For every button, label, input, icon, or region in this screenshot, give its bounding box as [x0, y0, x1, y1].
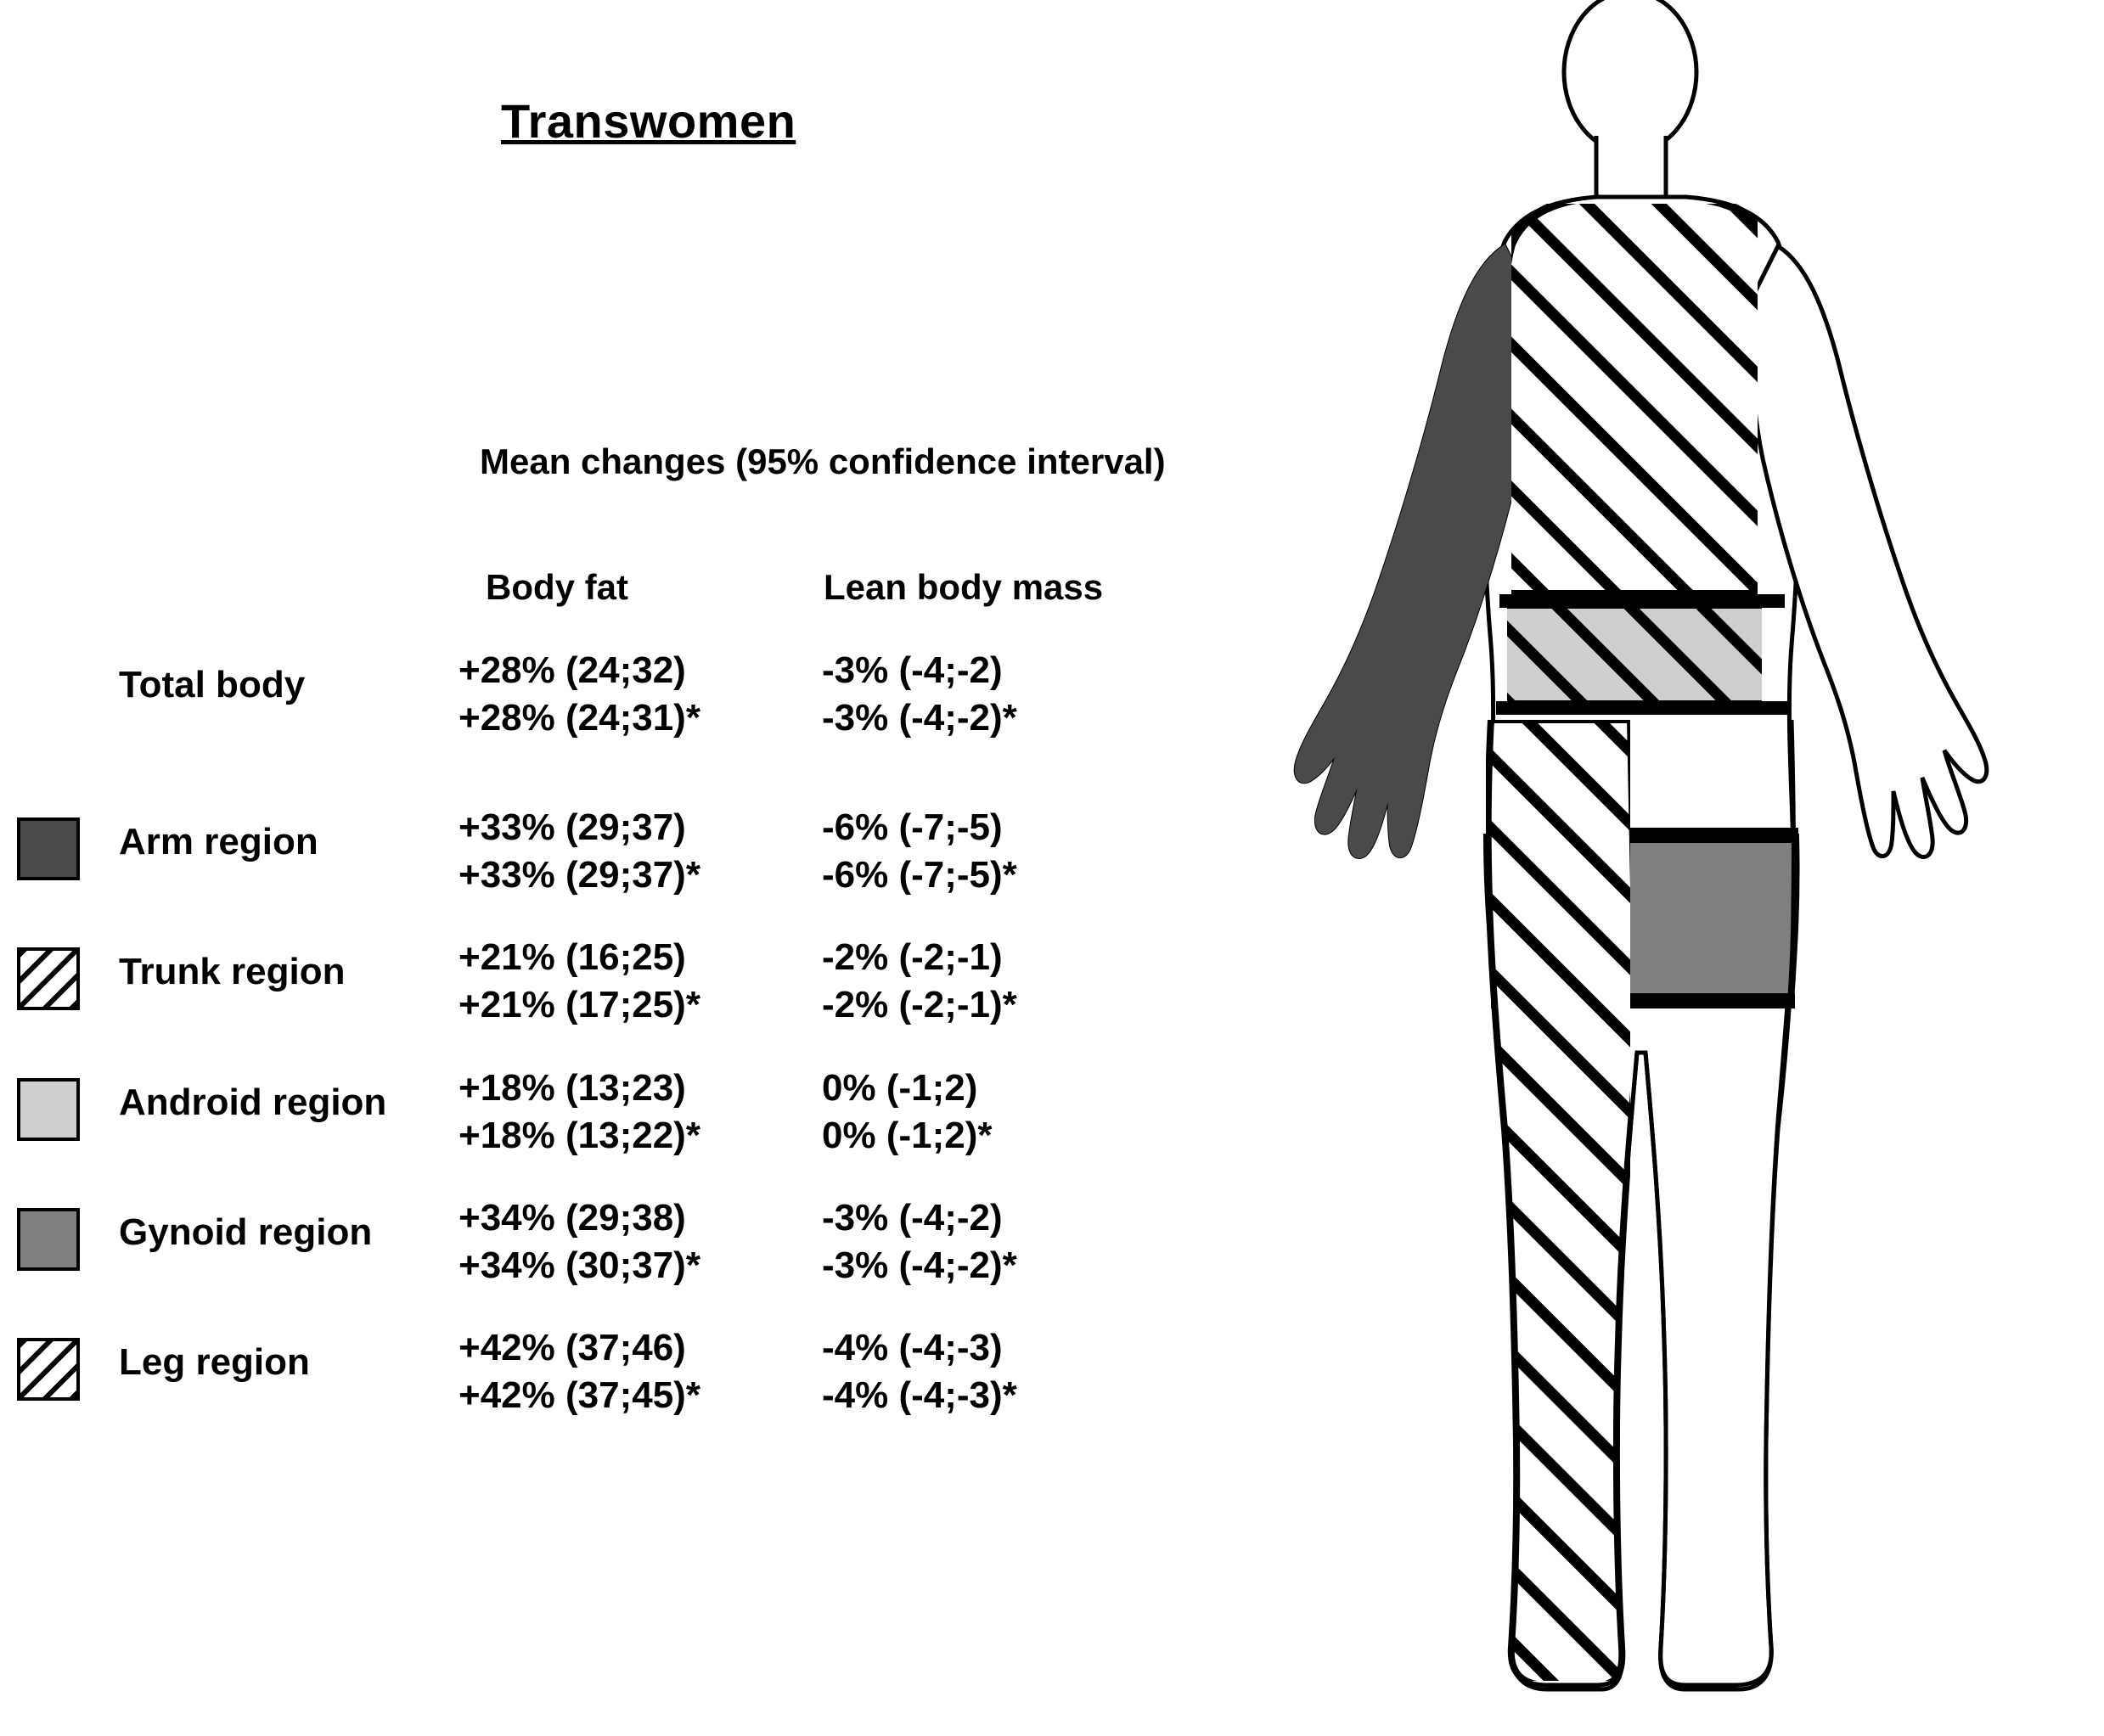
row-value-total-body-lean — [822, 647, 1017, 743]
value-line-1: 0% (-1;2) — [822, 1067, 978, 1109]
head-outline — [1564, 0, 1696, 153]
value-line-2: -6% (-7;-5)* — [822, 854, 1017, 896]
row-value-gynoid-region-fat — [458, 1194, 700, 1290]
android-upper-divider — [1499, 594, 1785, 608]
value-line-2: +42% (37;45)* — [458, 1374, 700, 1417]
row-label-arm-region: Arm region — [119, 821, 318, 862]
row-value-android-region-lean — [822, 1065, 993, 1160]
value-line-2: -3% (-4;-2)* — [822, 697, 1017, 739]
table-header-mean-changes: Mean changes (95% confidence interval) — [480, 441, 1166, 481]
table-row — [0, 936, 1274, 1042]
value-line-1: +34% (29;38) — [458, 1197, 686, 1239]
android-lower-divider — [1496, 701, 1788, 715]
value-line-1: -6% (-7;-5) — [822, 806, 1003, 848]
value-line-1: -3% (-4;-2) — [822, 649, 1003, 691]
table-row — [0, 1197, 1274, 1303]
value-line-2: -2% (-2;-1)* — [822, 984, 1017, 1026]
figure-title: Transwomen — [501, 94, 796, 148]
value-line-1: +28% (24;32) — [458, 649, 686, 691]
value-line-2: -3% (-4;-2)* — [822, 1244, 1017, 1287]
table-row — [0, 1067, 1274, 1173]
value-line-1: +21% (16;25) — [458, 936, 686, 978]
value-line-1: -4% (-4;-3) — [822, 1327, 1003, 1368]
row-label-total-body: Total body — [119, 664, 306, 705]
row-label-gynoid-region: Gynoid region — [119, 1211, 373, 1253]
row-label-leg-region: Leg region — [119, 1341, 310, 1383]
value-line-2: 0% (-1;2)* — [822, 1115, 993, 1157]
legend-swatch-gynoid-region — [17, 1208, 80, 1271]
row-value-leg-region-fat — [458, 1324, 700, 1420]
neck-outline — [1596, 136, 1666, 199]
value-line-1: +18% (13;23) — [458, 1067, 686, 1109]
row-value-leg-region-lean — [822, 1324, 1017, 1420]
value-line-2: +33% (29;37)* — [458, 854, 700, 896]
legend-swatch-trunk-region — [17, 947, 80, 1010]
legend-swatch-arm-region — [17, 817, 80, 880]
value-line-2: -4% (-4;-3)* — [822, 1374, 1017, 1417]
android-region-fill — [1499, 604, 1785, 705]
value-line-1: -3% (-4;-2) — [822, 1197, 1003, 1239]
value-line-2: +28% (24;31)* — [458, 697, 700, 739]
column-header-lean-body-mass: Lean body mass — [824, 567, 1104, 607]
row-value-total-body-fat — [458, 647, 700, 743]
column-header-body-fat: Body fat — [486, 567, 628, 607]
table-row — [0, 649, 1274, 756]
value-line-2: +18% (13;22)* — [458, 1115, 700, 1157]
value-line-1: -2% (-2;-1) — [822, 936, 1003, 978]
legend-swatch-leg-region — [17, 1338, 80, 1401]
row-label-android-region: Android region — [119, 1081, 387, 1123]
row-value-arm-region-fat — [458, 804, 700, 900]
legend-swatch-android-region — [17, 1078, 80, 1141]
value-line-1: +33% (29;37) — [458, 806, 686, 848]
value-line-2: +34% (30;37)* — [458, 1244, 700, 1287]
row-value-android-region-fat — [458, 1065, 700, 1160]
row-value-arm-region-lean — [822, 804, 1017, 900]
row-label-trunk-region: Trunk region — [119, 951, 346, 992]
table-row — [0, 806, 1274, 913]
row-value-gynoid-region-lean — [822, 1194, 1017, 1290]
row-value-trunk-region-fat — [458, 934, 700, 1030]
table-row — [0, 1327, 1274, 1433]
body-region-diagram — [1231, 0, 2104, 1732]
row-value-trunk-region-lean — [822, 934, 1017, 1030]
trunk-region-fill — [1498, 197, 1785, 594]
value-line-1: +42% (37;46) — [458, 1327, 686, 1368]
value-line-2: +21% (17;25)* — [458, 984, 700, 1026]
